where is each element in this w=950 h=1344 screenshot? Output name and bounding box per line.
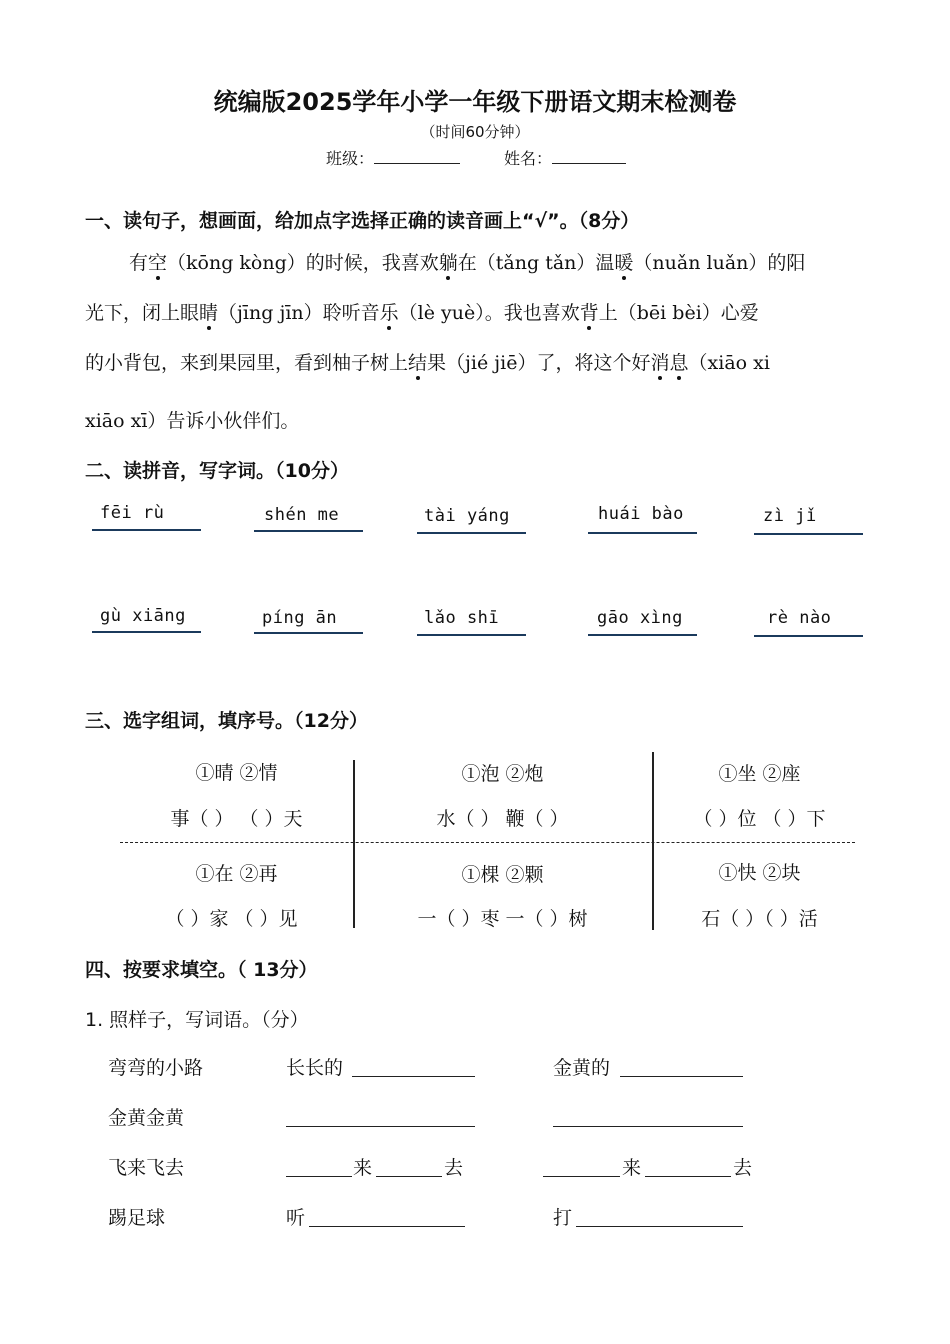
pinyin-item: fēi rù [100, 503, 165, 523]
write-line[interactable] [754, 533, 863, 535]
answer-blank[interactable] [309, 1226, 465, 1227]
pattern-char: 去 [733, 1157, 753, 1179]
name-field [504, 146, 626, 169]
answer-blank[interactable] [376, 1176, 442, 1177]
grid-dashed-divider [120, 842, 855, 843]
dotted-char: 暖 [614, 252, 634, 274]
write-line[interactable] [92, 631, 201, 633]
pinyin-item: zì jǐ [763, 506, 817, 526]
class-field [326, 146, 460, 169]
write-line[interactable] [417, 634, 526, 636]
word-blanks[interactable]: （ ）位 （ ）下 [693, 808, 826, 830]
word-blanks[interactable]: 事（ ） （ ）天 [170, 808, 303, 830]
answer-blank[interactable] [645, 1176, 731, 1177]
write-line[interactable] [754, 635, 863, 637]
answer-blank[interactable] [543, 1176, 620, 1177]
time-limit: （时间60分钟） [420, 123, 530, 141]
pinyin-item: gù xiāng [100, 606, 186, 626]
answer-blank[interactable] [286, 1126, 475, 1127]
write-line[interactable] [254, 632, 363, 634]
write-line[interactable] [588, 634, 697, 636]
dotted-char: 躺 [438, 252, 458, 274]
passage-line-1: 有空（kōng kòng）的时候，我喜欢躺在（tǎng tǎn）温暖（nuǎn luǎn）的阳 [129, 252, 806, 274]
prompt-prefix: 长长的 [286, 1057, 344, 1079]
answer-blank[interactable] [620, 1076, 743, 1077]
answer-blank[interactable] [352, 1076, 475, 1077]
section1-heading: 一、读句子，想画面，给加点字选择正确的读音画上“√”。（8分） [85, 210, 640, 232]
passage-line-3: 的小背包，来到果园里，看到柚子树上结果（jié jiē）了，将这个好消息（xiāo xi [85, 352, 770, 374]
prompt-prefix: 金黄的 [553, 1057, 611, 1079]
word-blanks[interactable]: 水（ ） 鞭（ ） [436, 808, 569, 830]
write-line[interactable] [417, 532, 526, 534]
dotted-char: 息 [669, 352, 689, 374]
subquestion-1: 1. 照样子，写词语。（分） [85, 1009, 309, 1031]
dotted-char: 空 [148, 252, 168, 274]
passage-line-2: 光下，闭上眼睛（jīng jīn）聆听音乐（lè yuè）。我也喜欢背上（bēi bèi）心爱 [85, 302, 759, 324]
pattern-char: 来 [353, 1157, 373, 1179]
prompt-prefix: 打 [553, 1207, 573, 1229]
example-word: 飞来飞去 [108, 1157, 185, 1179]
pinyin-item: gāo xìng [597, 608, 683, 628]
dotted-char: 结 [408, 352, 428, 374]
dotted-char: 乐 [379, 302, 399, 324]
class-blank[interactable] [374, 149, 460, 164]
example-word: 金黄金黄 [108, 1107, 185, 1129]
answer-blank[interactable] [553, 1126, 743, 1127]
answer-blank[interactable] [286, 1176, 352, 1177]
prompt-prefix: 听 [286, 1207, 306, 1229]
char-choice: ①泡 ②炮 [461, 763, 544, 785]
section2-heading: 二、读拼音，写字词。（10分） [85, 460, 349, 482]
dotted-char: 睛 [199, 302, 219, 324]
name-label: 姓名： [504, 149, 553, 168]
answer-blank[interactable] [576, 1226, 743, 1227]
pinyin-item: lǎo shī [424, 608, 500, 628]
word-blanks[interactable]: （ ）家 （ ）见 [165, 908, 298, 930]
pinyin-item: huái bào [598, 504, 684, 524]
char-choice: ①晴 ②情 [195, 762, 278, 784]
char-choice: ①坐 ②座 [718, 763, 801, 785]
example-word: 踢足球 [108, 1207, 166, 1229]
pinyin-item: shén me [264, 505, 340, 525]
write-line[interactable] [254, 530, 363, 532]
page-title: 统编版2025学年小学一年级下册语文期末检测卷 [213, 88, 737, 116]
dotted-char: 背 [579, 302, 599, 324]
char-choice: ①在 ②再 [195, 863, 278, 885]
pinyin-item: píng ān [262, 608, 338, 628]
passage-line-4: xiāo xī）告诉小伙伴们。 [85, 410, 300, 432]
example-word: 弯弯的小路 [108, 1057, 204, 1079]
section3-heading: 三、选字组词，填序号。（12分） [85, 710, 368, 732]
class-label: 班级： [326, 149, 375, 168]
dotted-char: 消 [650, 352, 670, 374]
word-blanks[interactable]: 石（ ）（ ）活 [701, 908, 818, 930]
pattern-char: 去 [444, 1157, 464, 1179]
pattern-char: 来 [622, 1157, 642, 1179]
section1-passage [85, 238, 875, 446]
write-line[interactable] [92, 529, 201, 531]
char-choice: ①快 ②块 [718, 862, 801, 884]
char-choice: ①棵 ②颗 [461, 864, 544, 886]
write-line[interactable] [588, 532, 697, 534]
name-blank[interactable] [552, 149, 626, 164]
pinyin-item: tài yáng [424, 506, 510, 526]
section4-heading: 四、按要求填空。（ 13分） [85, 959, 318, 981]
word-blanks[interactable]: 一（ ）枣 一（ ）树 [417, 908, 588, 930]
pinyin-item: rè nào [767, 608, 832, 628]
